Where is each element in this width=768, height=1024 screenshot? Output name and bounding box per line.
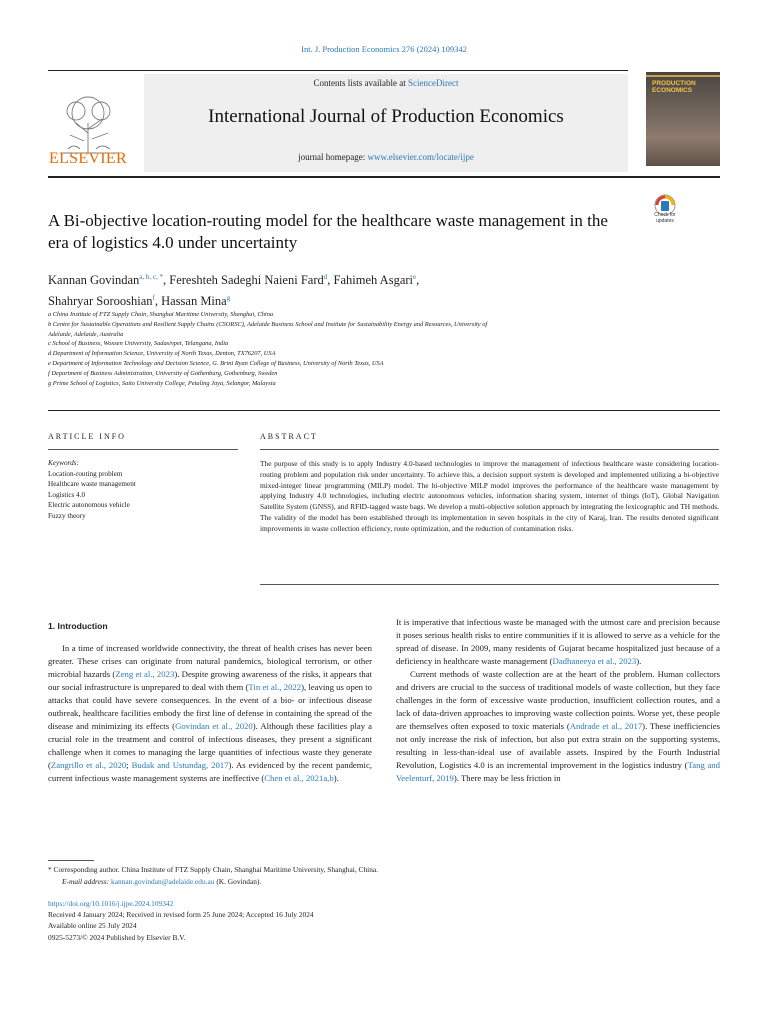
affiliation: Adelaide, Adelaide, Australia — [48, 330, 124, 338]
paragraph-text: In a time of increased worldwide connectivity, the threat of health crises has never been greater. These crises can originate from natural pandemics, biological terrorism, or other microbial hazards ( — [48, 643, 372, 679]
paragraph-text: ). — [333, 773, 339, 783]
keyword: Logistics 4.0 — [48, 490, 86, 499]
author-affil-marker[interactable]: g — [226, 294, 231, 303]
corresponding-author-note: * Corresponding author. China Institute of FTZ Supply Chain, Shanghai Maritime University, Shanghai, China. — [48, 865, 379, 874]
email-suffix: (K. Govindan). — [214, 877, 262, 886]
author-affil-marker[interactable]: a, b, c, * — [139, 273, 164, 281]
author-name[interactable]: Hassan Mina — [161, 294, 227, 309]
keyword: Electric autonomous vehicle — [48, 501, 130, 510]
citation-link[interactable]: Dadhaneeya et al., 2023 — [552, 656, 637, 666]
paragraph-text: ). These inefficiencies not only increase the risk of infection, but also put extra strain on the supporting systems, resulting in less-than-ideal use of available assets. Inspired by the Fourth Industrial Revolution, Logistics 4.0 is an incremental improvement in the logistics industry ( — [396, 721, 720, 770]
homepage-prefix: journal homepage: — [298, 152, 368, 162]
header-divider — [48, 176, 720, 178]
affiliation: c School of Business, Woxsen University, Sadasivpet, Telangana, India — [48, 340, 229, 348]
affiliation: e Department of Information Technology and Decision Science, G. Brint Ryan College of Business, University of North Texas, USA — [48, 359, 384, 367]
keywords-label: Keywords: — [48, 459, 79, 467]
divider — [48, 70, 628, 71]
homepage-line — [144, 152, 628, 162]
sciencedirect-link[interactable]: ScienceDirect — [408, 78, 459, 88]
body-column-left — [48, 620, 372, 785]
keyword: Fuzzy theory — [48, 511, 86, 520]
paragraph-text: Current methods of waste collection are at the heart of the problem. Human collectors and drivers are crucial to the success of traditional models of waste collection, but they face challenges in the form of excessive waste production, insufficient collection routes, and a lack of data-driven approaches to improving waste collection points. Worse yet, these people are themselves often exposed to toxic materials ( — [396, 669, 720, 731]
contents-prefix: Contents lists available at — [313, 78, 408, 88]
email-line — [48, 876, 728, 888]
affiliation: g Prime School of Logistics, Saito University College, Petaling Jaya, Selangor, Malaysia — [48, 379, 276, 387]
citation-link[interactable]: Budak and Ustundag, 2017 — [131, 760, 229, 770]
paragraph-text: ). Although these facilities play a crucial role in the treatment and control of infectious diseases, they present a significant challenge when it comes to managing the large quantities of infectious waste they generate ( — [48, 721, 372, 770]
paragraph-text: ). There may be less friction in — [453, 773, 561, 783]
email-label: E-mail address: — [62, 877, 111, 886]
footnote — [48, 864, 728, 888]
cover-bar — [646, 75, 720, 77]
citation-link[interactable]: Govindan et al., 2020 — [175, 721, 253, 731]
available-online: Available online 25 July 2024 — [48, 921, 137, 931]
journal-citation[interactable]: Int. J. Production Economics 276 (2024) 109342 — [301, 44, 467, 54]
contents-line — [144, 78, 628, 88]
citation-link[interactable]: Andrade et al., 2017 — [569, 721, 643, 731]
author-name[interactable]: Kannan Govindan — [48, 273, 140, 288]
abstract-text: The purpose of this study is to apply Industry 4.0-based technologies to improve the management of infectious healthcare waste considering location-routing problem and population risk under uncertainty. To achieve this, a decision support system is developed and implemented utilizing a bi-objective mixed-integer linear programming (MILP) model. The bi-objective MILP model improves the performance of the healthcare waste management by applying Industry 4.0 technologies, including electric autonomous vehicles, information sharing system, internet of things (IoT), Global Navigation Satellite System (GNSS), and RFID-tagged waste bags. We develop a multi-objective solution approach by integrating the lexicographic and TH methods. The validity of the model has been established through its implementation in seven hospitals in the city of Karaj, Iran. The results denoted significant improvements in waste collection efficiency, route optimization, and the reduction of contamination risks. — [260, 459, 719, 533]
elsevier-wordmark: ELSEVIER — [49, 150, 127, 167]
affiliation: d Department of Information Science, University of North Texas, Denton, TX76207, USA — [48, 350, 276, 358]
article-title: A Bi-objective location-routing model for the healthcare waste management in the era of logistics 4.0 under uncertainty — [48, 211, 608, 252]
article-info-heading: ARTICLE INFO — [48, 432, 126, 441]
author-affil-marker[interactable]: d — [323, 273, 328, 281]
divider — [48, 449, 238, 450]
copyright: 0925-5273/© 2024 Published by Elsevier B.V. — [48, 932, 186, 942]
affiliation: a China Institute of FTZ Supply Chain, Shanghai Maritime University, Shanghai, China — [48, 311, 274, 318]
footnote-divider — [48, 860, 94, 861]
divider — [260, 584, 719, 585]
affiliation: b Centre for Sustainable Operations and Resilient Supply Chains (CSORSC), Adelaide Business School and Institute for Sustainability Energy and Resources, University of — [48, 320, 488, 328]
author-name[interactable]: Fahimeh Asgari — [333, 273, 414, 288]
article-meta — [48, 898, 728, 943]
citation-link[interactable]: Zeng et al., 2023 — [115, 669, 175, 679]
author-name[interactable]: Shahryar Sorooshian — [48, 294, 153, 309]
paragraph-text: It is imperative that infectious waste be managed with the utmost care and precision because it poses serious health risks to entire communities if it is allowed to serve as a vehicle for the spread of disease. In 2009, many residents of Gujarat became hospitalized just because of a deficiency in healthcare waste management ( — [396, 617, 720, 666]
paragraph-text: ). — [636, 656, 642, 666]
divider — [260, 449, 719, 450]
author-affil-marker[interactable]: f — [152, 294, 155, 303]
doi-link[interactable]: https://doi.org/10.1016/j.ijpe.2024.109342 — [48, 899, 174, 908]
abstract-heading: ABSTRACT — [260, 432, 318, 441]
paragraph-text: ). As evidenced by the recent pandemic, current infectious waste management systems are ineffective ( — [48, 760, 372, 783]
paragraph-text: ), leaving us open to attacks that could have severe consequences. In the event of a bio- or infectious disease outbreak, healthcare facilities embody the first line of defense in containing the spread of the disease and minimizing its effects ( — [48, 682, 372, 731]
citation-link[interactable]: Chen et al., 2021a,b — [264, 773, 334, 783]
received-dates: Received 4 January 2024; Received in revised form 25 June 2024; Accepted 16 July 2024 — [48, 910, 314, 920]
check-for-updates-label[interactable]: Check for updates — [654, 212, 676, 224]
paragraph — [396, 668, 720, 785]
email-link[interactable]: kannan.govindan@adelaide.edu.au — [111, 877, 215, 886]
author-affil-marker[interactable]: e — [413, 273, 417, 281]
body-column-right — [396, 616, 720, 785]
paragraph-text: ; — [126, 760, 132, 770]
paragraph-text: ). Despite growing awareness of the risks, it appears that our social infrastructure is unprepared to deal with them ( — [48, 669, 373, 692]
affiliation-list — [48, 310, 638, 388]
citation-link[interactable]: Tin et al., 2022 — [248, 682, 302, 692]
citation-link[interactable]: Tang and Veelenturf, 2019 — [396, 760, 720, 783]
cover-title: PRODUCTION ECONOMICS — [652, 80, 696, 94]
affiliation: f Department of Business Administration, University of Gothenburg, Gothenburg, Sweden — [48, 369, 278, 377]
keyword: Location-routing problem — [48, 469, 123, 478]
paragraph — [48, 642, 372, 785]
journal-cover-image — [646, 72, 720, 166]
section-heading: 1. Introduction — [48, 621, 108, 631]
divider — [48, 410, 720, 411]
keywords-block — [48, 458, 238, 522]
paragraph — [396, 616, 720, 668]
homepage-link[interactable]: www.elsevier.com/locate/ijpe — [367, 152, 474, 162]
author-name[interactable]: Fereshteh Sadeghi Naieni Fard — [169, 273, 324, 288]
citation-link[interactable]: Zangrillo et al., 2020 — [50, 760, 127, 770]
keyword: Healthcare waste management — [48, 480, 136, 489]
author-list: Kannan Govindan$^{a, b, c, *}$, Fereshteh Sadeghi Naieni Fard$^d$, Fahimeh Asgari$^e$, Shahryar Sorooshian$^f$, Hassan Mina$^g$ — [48, 273, 420, 309]
journal-name: International Journal of Production Economics — [208, 106, 564, 127]
